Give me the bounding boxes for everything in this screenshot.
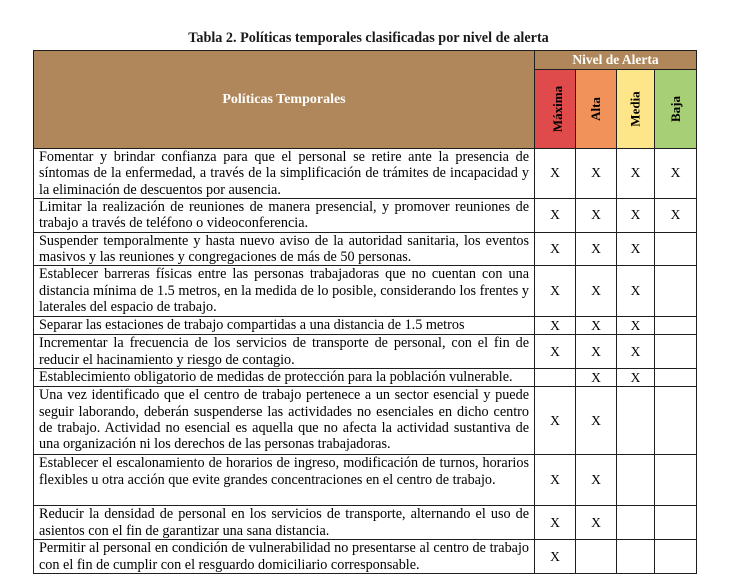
- policies-table: [33, 50, 697, 574]
- mark-media: X: [617, 149, 655, 199]
- mark-maxima: X: [535, 266, 576, 317]
- policy-text: Reducir la densidad de personal en los servicios de transporte, alternando el uso de asientos con el fin de garantizar una sana distancia.: [34, 506, 535, 540]
- table-row: [34, 506, 697, 540]
- level-header-baja: [655, 70, 697, 149]
- mark-baja: X: [655, 149, 697, 199]
- level-label-media: Media: [627, 91, 643, 127]
- mark-baja: [655, 506, 697, 540]
- mark-media: X: [617, 317, 655, 335]
- mark-alta: X: [576, 369, 617, 387]
- level-header-alta: [576, 70, 617, 149]
- table-row: [34, 335, 697, 369]
- mark-alta: X: [576, 335, 617, 369]
- mark-baja: [655, 266, 697, 317]
- table-row: [34, 232, 697, 266]
- mark-baja: [655, 369, 697, 387]
- mark-media: [617, 455, 655, 506]
- table-row: [34, 149, 697, 199]
- mark-alta: X: [576, 149, 617, 199]
- policy-text: Fomentar y brindar confianza para que el personal se retire ante la presencia de síntomas de la enfermedad, a través de la simplificación de trámites de incapacidad y la eliminación de descuentos por ausencia.: [34, 149, 535, 199]
- policy-text: Permitir al personal en condición de vulnerabilidad no presentarse al centro de trabajo con el fin de cumplir con el resguardo domiciliario corresponsable.: [34, 540, 535, 574]
- table-row: [34, 266, 697, 317]
- mark-alta: X: [576, 317, 617, 335]
- level-label-maxima: Máxima: [550, 85, 566, 133]
- mark-maxima: X: [535, 232, 576, 266]
- mark-baja: [655, 540, 697, 574]
- policy-text: Incrementar la frecuencia de los servicios de transporte de personal, con el fin de reducir el hacinamiento y riesgo de contagio.: [34, 335, 535, 369]
- mark-media: X: [617, 335, 655, 369]
- table-row: [34, 198, 697, 232]
- mark-media: [617, 540, 655, 574]
- mark-alta: [576, 540, 617, 574]
- table-row: [34, 387, 697, 455]
- mark-media: X: [617, 266, 655, 317]
- table-title: Tabla 2. Políticas temporales clasificadas por nivel de alerta: [188, 30, 549, 46]
- mark-alta: X: [576, 455, 617, 506]
- mark-maxima: X: [535, 540, 576, 574]
- level-label-alta: Alta: [588, 97, 603, 121]
- mark-maxima: X: [535, 506, 576, 540]
- mark-maxima: X: [535, 387, 576, 455]
- policies-column-header: Políticas Temporales: [34, 51, 535, 149]
- policy-text: Establecimiento obligatorio de medidas de protección para la población vulnerable.: [34, 369, 535, 387]
- mark-maxima: X: [535, 335, 576, 369]
- level-header-maxima: [535, 70, 576, 149]
- mark-baja: [655, 335, 697, 369]
- mark-baja: [655, 455, 697, 506]
- table-row: [34, 317, 697, 335]
- mark-media: [617, 387, 655, 455]
- policy-text: Una vez identificado que el centro de trabajo pertenece a un sector esencial y puede seguir laborando, deberán suspenderse las actividades no esenciales en dicho centro de trabajo. Actividad no esencial es aquella que no afecta la actividad sustantiva de una organización ni los derechos de las personas trabajadoras.: [34, 387, 535, 455]
- mark-maxima: X: [535, 149, 576, 199]
- mark-baja: [655, 317, 697, 335]
- policy-text: Establecer barreras físicas entre las personas trabajadoras que no cuentan con una distancia mínima de 1.5 metros, en la medida de lo posible, considerando los frentes y laterales del espacio de trabajo.: [34, 266, 535, 317]
- table-row: [34, 369, 697, 387]
- policy-text: Suspender temporalmente y hasta nuevo aviso de la autoridad sanitaria, los eventos masivos y las reuniones y congregaciones de más de 50 personas.: [34, 232, 535, 266]
- mark-media: X: [617, 232, 655, 266]
- policy-text: Limitar la realización de reuniones de manera presencial, y promover reuniones de trabajo a través de teléfono o videoconferencia.: [34, 198, 535, 232]
- mark-maxima: [535, 369, 576, 387]
- policy-text: Establecer el escalonamiento de horarios de ingreso, modificación de turnos, horarios flexibles u otra acción que evite grandes concentraciones en el centro de trabajo.: [34, 455, 535, 506]
- mark-media: X: [617, 369, 655, 387]
- mark-maxima: X: [535, 198, 576, 232]
- mark-baja: [655, 387, 697, 455]
- mark-baja: X: [655, 198, 697, 232]
- level-header-media: [617, 70, 655, 149]
- mark-media: [617, 506, 655, 540]
- table-row: [34, 540, 697, 574]
- mark-baja: [655, 232, 697, 266]
- mark-alta: X: [576, 266, 617, 317]
- mark-maxima: X: [535, 317, 576, 335]
- table-row: [34, 455, 697, 506]
- mark-alta: X: [576, 232, 617, 266]
- alert-level-header: Nivel de Alerta: [535, 51, 697, 70]
- mark-media: X: [617, 198, 655, 232]
- mark-alta: X: [576, 506, 617, 540]
- policy-text: Separar las estaciones de trabajo compartidas a una distancia de 1.5 metros: [34, 317, 535, 335]
- mark-alta: X: [576, 198, 617, 232]
- level-label-baja: Baja: [667, 96, 683, 122]
- mark-alta: X: [576, 387, 617, 455]
- mark-maxima: X: [535, 455, 576, 506]
